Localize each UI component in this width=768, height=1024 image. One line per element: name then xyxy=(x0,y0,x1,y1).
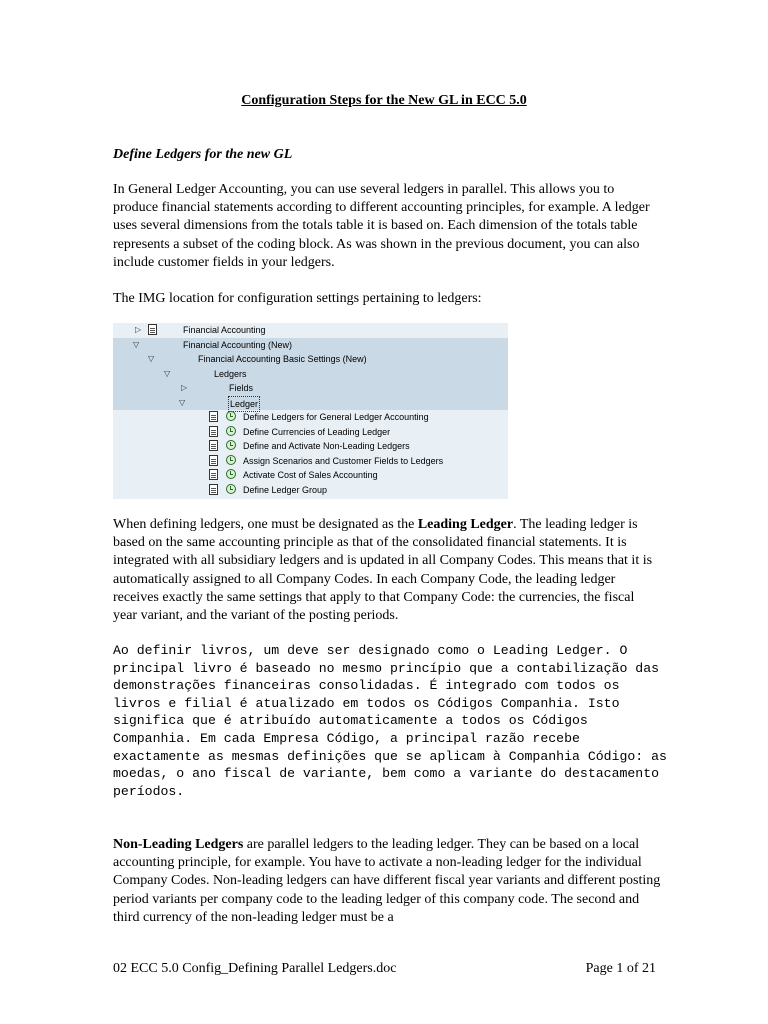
tree-activity-assign-scenarios[interactable] xyxy=(113,454,508,469)
non-leading-ledgers-term: Non-Leading Ledgers xyxy=(113,837,244,852)
tree-item-label: Ledgers xyxy=(214,368,247,379)
collapse-icon[interactable]: ▽ xyxy=(164,368,171,378)
intro-paragraph: In General Ledger Accounting, you can use several ledgers in parallel. This allows you to produce financial statements according to different accounting principles, for example. A ledger uses several dimensions from the totals table it is based on. Each dimension of the totals table represents a subset of the coding block. As was shown in the previous document, you can also include customer fields in your ledgers. xyxy=(113,182,650,270)
tree-activity-ledger-group[interactable] xyxy=(113,483,508,498)
paragraph-text: . The leading ledger is based on the same accounting principle as that of the consolidated financial statements. It is integrated with all subsidiary ledgers and is updated in all Company Codes. This means that it is automatically assigned to all Company Codes. In each Company Code, the leading ledger receives exactly the same settings that apply to that Company Code: the currencies, the fiscal year variant, and the variant of the posting periods. xyxy=(113,517,653,624)
footer-filename: 02 ECC 5.0 Config_Defining Parallel Ledgers.doc xyxy=(113,961,397,976)
img-location-paragraph: The IMG location for configuration settings pertaining to ledgers: xyxy=(113,291,482,306)
document-icon xyxy=(148,324,157,335)
portuguese-paragraph: Ao definir livros, um deve ser designado como o Leading Ledger. O principal livro é baseado no mesmo princípio que a contabilização das demonstrações financeiras consolidadas. É integrado com todos os livros e filial é atualizado em todos os Códigos Companhia. Isto significa que é atribuído automaticamente a todos os Códigos Companhia. Em cada Empresa Código, a principal razão recebe exactamente as mesmas definições que se aplicam à Companhia Código: as moedas, o ano fiscal de variante, bem como a variante do destacamento períodos. xyxy=(113,643,667,799)
tree-activity-non-leading-ledgers[interactable] xyxy=(113,439,508,454)
expand-icon[interactable]: ▷ xyxy=(181,383,188,392)
execute-icon[interactable] xyxy=(226,469,236,479)
paragraph-text: are parallel ledgers to the leading ledger. They can be based on a local accounting principle, for example. You have to activate a non-leading ledger for the individual Company Codes. Non-leading ledgers can have different fiscal year variants and different posting period variants per company code to the leading ledger of this company code. The second and third currency of the non-leading ledger must be a xyxy=(113,837,661,925)
tree-item-label: Assign Scenarios and Customer Fields to Ledgers xyxy=(243,455,444,466)
documentation-icon[interactable] xyxy=(209,426,218,437)
paragraph-text: When defining ledgers, one must be designated as the xyxy=(113,517,418,532)
tree-item-label: Financial Accounting xyxy=(183,325,266,335)
page-title: Configuration Steps for the New GL in ECC 5.0 xyxy=(241,93,527,108)
tree-item-fields[interactable] xyxy=(113,381,508,396)
tree-activity-cost-of-sales[interactable] xyxy=(113,468,508,483)
tree-item-financial-accounting[interactable] xyxy=(113,323,508,338)
leading-ledger-paragraph xyxy=(113,516,661,625)
tree-item-financial-accounting-new[interactable] xyxy=(113,338,508,353)
execute-icon[interactable] xyxy=(226,440,236,450)
documentation-icon[interactable] xyxy=(209,440,218,451)
tree-item-ledger[interactable] xyxy=(113,396,508,411)
documentation-icon[interactable] xyxy=(209,455,218,466)
tree-item-label: Financial Accounting Basic Settings (New) xyxy=(198,354,367,364)
collapse-icon[interactable]: ▽ xyxy=(133,339,140,349)
execute-icon[interactable] xyxy=(226,426,236,436)
tree-item-label: Financial Accounting (New) xyxy=(183,339,293,350)
tree-item-ledgers[interactable] xyxy=(113,367,508,382)
tree-item-label: Define and Activate Non-Leading Ledgers xyxy=(243,441,410,451)
documentation-icon[interactable] xyxy=(209,469,218,480)
documentation-icon[interactable] xyxy=(209,411,218,422)
tree-item-label: Define Ledger Group xyxy=(243,484,328,495)
execute-icon[interactable] xyxy=(226,411,236,421)
img-tree xyxy=(113,323,508,499)
execute-icon[interactable] xyxy=(226,484,236,494)
tree-item-label: Activate Cost of Sales Accounting xyxy=(243,470,378,480)
tree-item-label: Define Ledgers for General Ledger Accounting xyxy=(243,412,429,422)
collapse-icon[interactable]: ▽ xyxy=(179,397,186,407)
collapse-icon[interactable]: ▽ xyxy=(148,354,155,363)
execute-icon[interactable] xyxy=(226,455,236,465)
tree-item-label: Ledger xyxy=(228,396,260,413)
tree-item-basic-settings[interactable] xyxy=(113,352,508,367)
footer-page-number: Page 1 of 21 xyxy=(585,961,656,976)
section-heading: Define Ledgers for the new GL xyxy=(113,147,293,162)
leading-ledger-term: Leading Ledger xyxy=(417,517,514,532)
tree-activity-define-currencies[interactable] xyxy=(113,425,508,440)
tree-activity-define-ledgers[interactable] xyxy=(113,410,508,425)
expand-icon[interactable]: ▷ xyxy=(135,325,142,334)
non-leading-ledgers-paragraph xyxy=(113,836,661,927)
tree-item-label: Define Currencies of Leading Ledger xyxy=(243,426,391,437)
documentation-icon[interactable] xyxy=(209,484,218,495)
tree-item-label: Fields xyxy=(229,383,254,393)
